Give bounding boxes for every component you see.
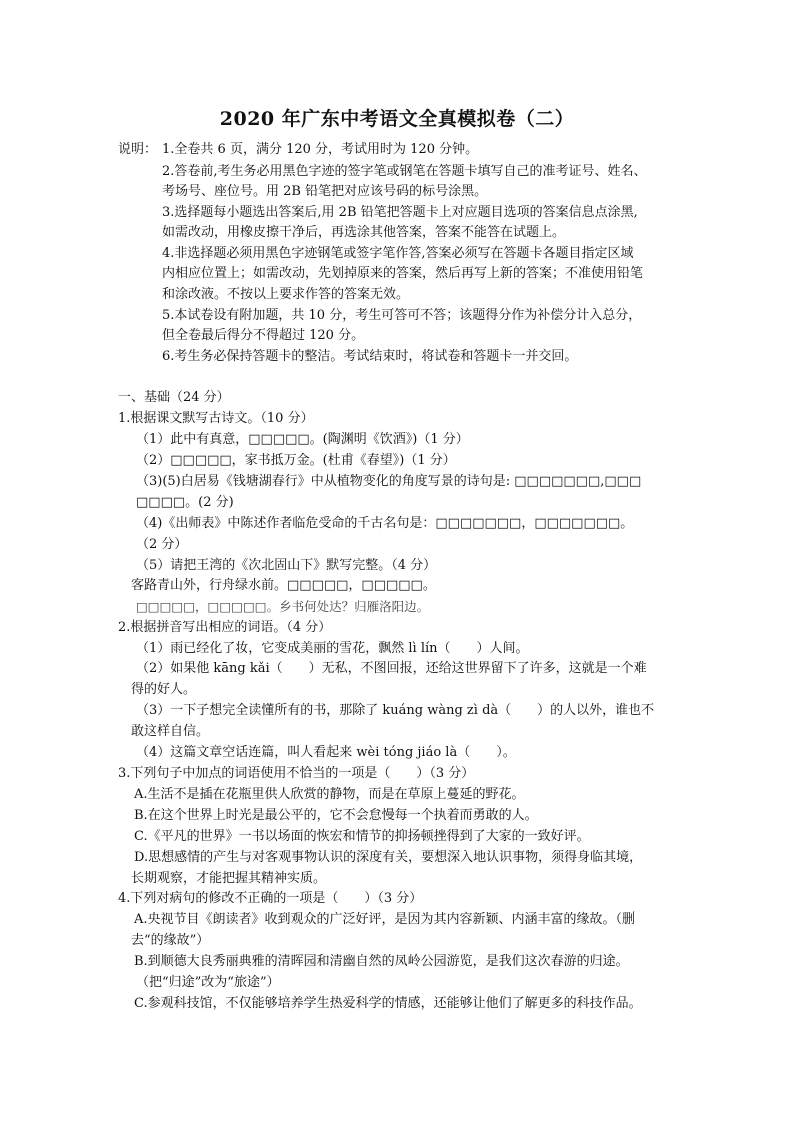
question-2-item: 敢这样自信。 — [131, 724, 210, 739]
question-3-option: A.生活不是插在花瓶里供人欣赏的静物，而是在草原上蔓延的野花。 — [134, 787, 525, 802]
question-2-stem: 2.根据拼音写出相应的词语。（4 分） — [118, 620, 332, 635]
question-2-item: （4）这篇文章空话连篇，叫人看起来 wèi tóng jiáo là（ ）。 — [136, 745, 516, 760]
question-4-option: 去“的缘故”） — [131, 933, 210, 948]
instruction-line: 3.选择题每小题选出答案后,用 2B 铅笔把答题卡上对应题目选项的答案信息点涂黑, — [162, 205, 638, 220]
instruction-line: 但全卷最后得分不得超过 120 分。 — [162, 328, 365, 343]
question-4-stem: 4.下列对病句的修改不正确的一项是（ ）（3 分） — [118, 891, 423, 906]
question-1-item: （5）请把王湾的《次北固山下》默写完整。（4 分） — [136, 558, 437, 573]
question-3-option: C.《平凡的世界》一书以场面的恢宏和情节的抑扬顿挫得到了大家的一致好评。 — [134, 829, 590, 844]
question-4-option: A.央视节目《朗读者》收到观众的广泛好评，是因为其内容新颖、内涵丰富的缘故。（删 — [134, 912, 636, 927]
instructions-label: 说明： — [118, 142, 158, 157]
section-heading: 一、基础（24 分） — [118, 390, 230, 405]
question-3-option: B.在这个世界上时光是最公平的，它不会怠慢每一个执着而勇敢的人。 — [134, 808, 538, 823]
question-2-item: （2）如果他 kāng kǎi（ ）无私，不图回报，还给这世界留下了许多，这就是一个难 — [136, 661, 647, 676]
question-1-item: （2 分） — [136, 537, 188, 552]
question-3-option: 长期观察，才能把握其精神实质。 — [131, 871, 327, 886]
question-3-option: D.思想感情的产生与对客观事物认识的深度有关，要想深入地认识事物，须得身临其境， — [134, 850, 643, 865]
question-1-item: （3)(5)白居易《钱塘湖春行》中从植物变化的角度写景的诗句是: □□□□□□□,□□□ — [136, 474, 642, 489]
instruction-line: 内相应位置上；如需改动，先划掉原来的答案，然后再写上新的答案；不准使用铅笔 — [162, 266, 644, 281]
question-1-stem: 1.根据课文默写古诗文。（10 分） — [118, 411, 314, 426]
instruction-line: 和涂改液。不按以上要求作答的答案无效。 — [162, 287, 410, 302]
question-1-item: □□□□□，□□□□□。乡书何处达？归雁洛阳边。 — [136, 599, 430, 614]
question-2-item: （3）一下子想完全读懂所有的书，那除了 kuáng wàng zì dà（ ）的人以外，谁也不 — [136, 703, 655, 718]
question-2-item: （1）雨已经化了妆，它变成美丽的雪花，飘然 lì lín（ ）人间。 — [136, 641, 529, 656]
instruction-line: 2.答卷前,考生务必用黑色字迹的签字笔或钢笔在答题卡填写自己的准考证号、姓名、 — [162, 164, 647, 179]
question-4-option: （把“归途”改为“旅途”） — [136, 975, 280, 990]
question-1-item: □□□□。(2 分) — [136, 495, 234, 510]
instruction-line: 考场号、座位号。用 2B 铅笔把对应该号码的标号涂黑。 — [162, 184, 488, 199]
question-4-option: C.参观科技馆，不仅能够培养学生热爱科学的情感，还能够让他们了解更多的科技作品。 — [134, 996, 642, 1011]
instruction-line: 1.全卷共 6 页，满分 120 分，考试用时为 120 分钟。 — [162, 142, 479, 157]
question-3-stem: 3.下列句子中加点的词语使用不恰当的一项是（ ）（3 分） — [118, 766, 475, 781]
question-4-option: B.到顺德大良秀丽典雅的清晖园和清幽自然的凤岭公园游览，是我们这次春游的归途。 — [134, 954, 629, 969]
instruction-line: 4.非选择题必须用黑色字迹钢笔或签字笔作答,答案必须写在答题卡各题目指定区域 — [162, 246, 634, 261]
question-2-item: 得的好人。 — [131, 682, 197, 697]
instruction-line: 如需改动，用橡皮擦干净后，再选涂其他答案，答案不能答在试题上。 — [162, 225, 566, 240]
question-1-item: （2）□□□□□，家书抵万金。(杜甫《春望》)（1 分） — [136, 453, 456, 468]
question-1-item: 客路青山外，行舟绿水前。□□□□□，□□□□□。 — [131, 578, 436, 593]
question-1-item: （4)《出师表》中陈述作者临危受命的千古名句是：□□□□□□□，□□□□□□□。 — [136, 516, 634, 531]
page-title: 2020 年广东中考语文全真模拟卷（二） — [219, 108, 575, 130]
instruction-line: 6.考生务必保持答题卡的整洁。考试结束时，将试卷和答题卡一并交回。 — [162, 349, 578, 364]
instruction-line: 5.本试卷设有附加题，共 10 分，考生可答可不答；该题得分作为补偿分计入总分， — [162, 308, 642, 323]
question-1-item: （1）此中有真意，□□□□□。(陶渊明《饮酒》)（1 分） — [136, 432, 469, 447]
